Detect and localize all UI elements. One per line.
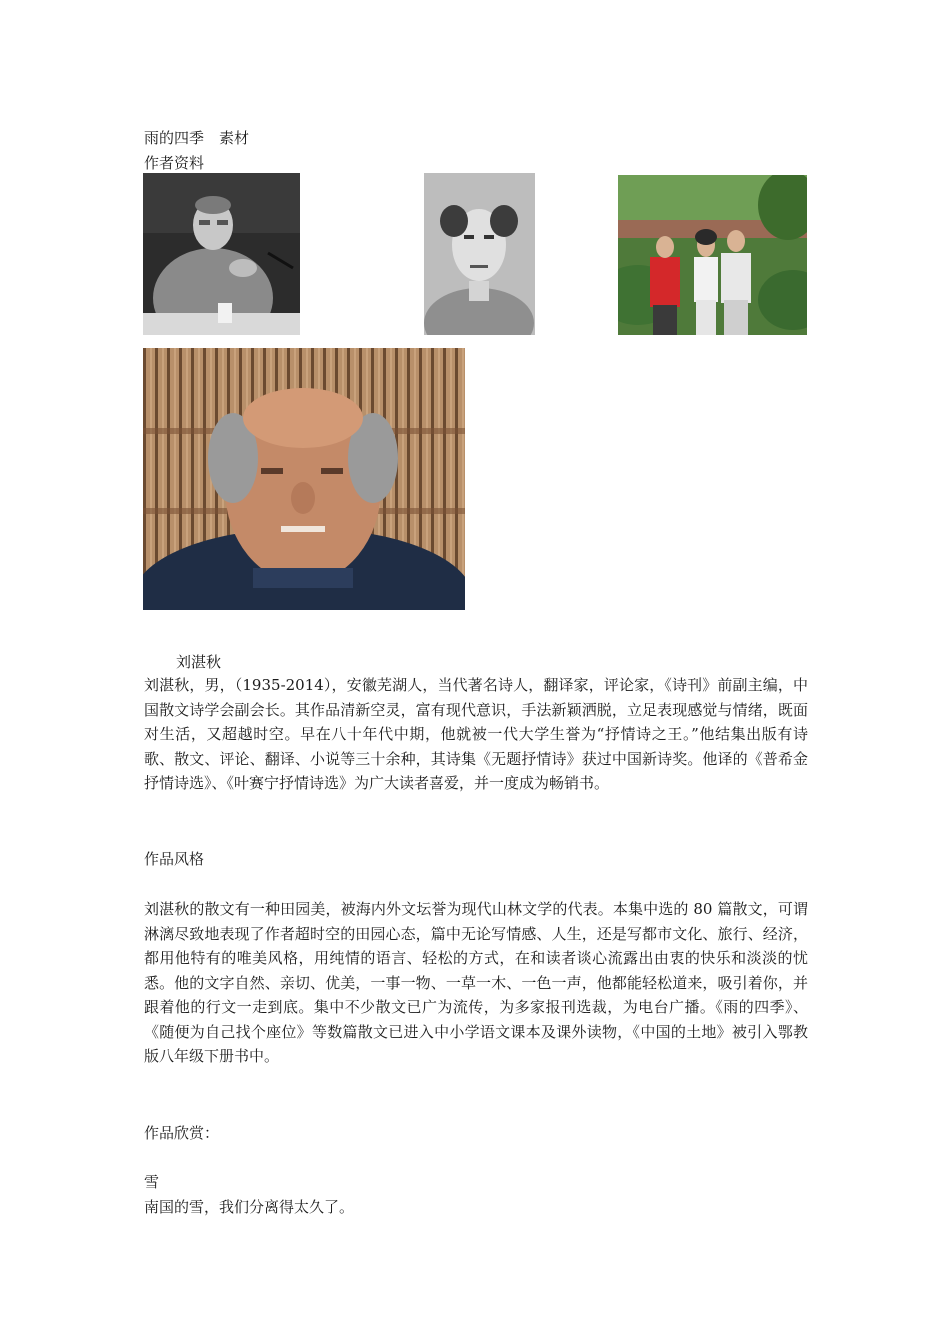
appreciation-heading: 作品欣赏： (144, 1124, 220, 1142)
poem-first-line: 南国的雪，我们分离得太久了。 (144, 1198, 355, 1216)
style-heading: 作品风格 (144, 850, 205, 868)
author-info-heading: 作者资料 (144, 154, 205, 172)
document-title: 雨的四季 素材 (144, 129, 250, 147)
lecturer-photo (143, 173, 300, 335)
author-bio: 刘湛秋，男，（1935-2014），安徽芜湖人，当代著名诗人，翻译家，评论家，《诗刊》前副主编，中国散文诗学会副会长。其作品清新空灵，富有现代意识，手法新颖洒脱，立足表现感觉与情绪，既面对生活，又超越时空。早在八十年代中期，他就被一代大学生誉为“抒情诗之王。”他结集出版有诗歌、散文、评论、翻译、小说等三十余种，其诗集《无题抒情诗》获过中国新诗奖。他译的《普希金抒情诗选》、《叶赛宁抒情诗选》为广大读者喜爱，并一度成为畅销书。 (144, 676, 808, 792)
poem-title: 雪 (144, 1173, 160, 1191)
portrait-photo (424, 173, 535, 335)
group-outdoor-photo (618, 175, 807, 335)
style-text: 刘湛秋的散文有一种田园美，被海内外文坛誉为现代山林文学的代表。本集中选的 80 篇散文，可谓淋漓尽致地表现了作者超时空的田园心态，篇中无论写情感、人生，还是写都市文化、旅行、经济，都用他特有的唯美风格，用纯情的语言、轻松的方式，在和读者谈心流露出由衷的快乐和淡淡的忧悉。他的文字自然、亲切、优美，一事一物、一草一木、一色一声，他都能轻松道来，吸引着你，并跟着他的行文一走到底。集中不少散文已广为流传，为多家报刊选裁，为电台广播。《雨的四季》、《随便为自己找个座位》等数篇散文已进入中小学语文课本及课外读物，《中国的土地》被引入鄂教版八年级下册书中。 (144, 900, 808, 1065)
photo-caption: 刘湛秋 (176, 653, 222, 671)
closeup-portrait-photo (143, 348, 465, 610)
